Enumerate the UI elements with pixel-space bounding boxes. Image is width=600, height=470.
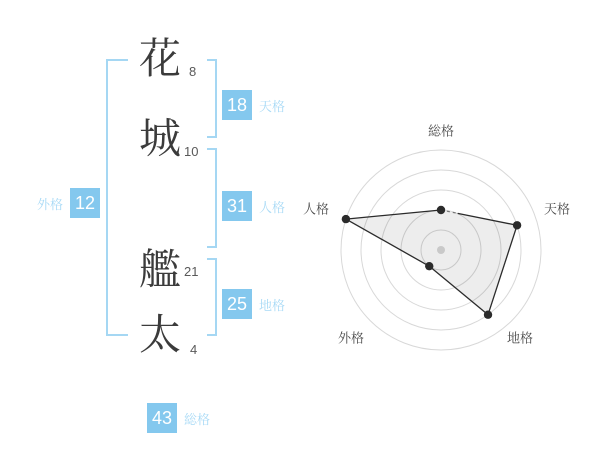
radar-point-tenkaku (513, 221, 521, 229)
chikaku-value-badge: 25 (222, 289, 252, 319)
chikaku-label: 地格 (259, 297, 286, 313)
jinkaku-row (222, 191, 285, 221)
soukaku-row (147, 403, 210, 433)
gaikaku-value-badge: 12 (70, 188, 100, 218)
name-char-3: 艦 (138, 246, 181, 293)
soukaku-label: 総格 (184, 411, 211, 427)
name-char-4: 太 (138, 311, 181, 358)
radar-point-chikaku (484, 311, 492, 319)
radar-point-jinkaku (342, 215, 350, 223)
jinkaku-label: 人格 (259, 199, 286, 215)
tenkaku-value-badge: 18 (222, 90, 252, 120)
radar-chart-svg (290, 110, 592, 360)
name-char-1: 花 (138, 35, 181, 82)
chikaku-bracket (207, 258, 217, 336)
tenkaku-row (222, 90, 285, 120)
radar-area (346, 210, 517, 315)
stroke-count-3: 21 (184, 264, 199, 279)
tenkaku-bracket (207, 59, 217, 138)
gaikaku-row (37, 188, 100, 218)
radar-axis-label-jinkaku: 人格 (302, 201, 330, 217)
radar-point-soukaku (437, 206, 445, 214)
soukaku-value-badge: 43 (147, 403, 177, 433)
radar-axis-label-gaikaku: 外格 (337, 330, 365, 346)
jinkaku-bracket (207, 148, 217, 248)
jinkaku-value-badge: 31 (222, 191, 252, 221)
gaikaku-bracket (106, 59, 128, 336)
radar-point-gaikaku (425, 262, 433, 270)
chikaku-row (222, 289, 285, 319)
radar-axis-label-tenkaku: 天格 (543, 201, 571, 217)
tenkaku-label: 天格 (259, 98, 286, 114)
stroke-count-2: 10 (184, 144, 199, 159)
radar-center-dot (437, 246, 445, 254)
fortune-radar-chart (290, 110, 592, 360)
radar-axis-label-soukaku: 総格 (427, 123, 455, 139)
name-char-2: 城 (138, 115, 181, 162)
stroke-count-1: 8 (189, 64, 197, 79)
radar-axis-label-chikaku: 地格 (506, 330, 534, 346)
stroke-count-4: 4 (190, 342, 198, 357)
gaikaku-label: 外格 (37, 196, 64, 212)
